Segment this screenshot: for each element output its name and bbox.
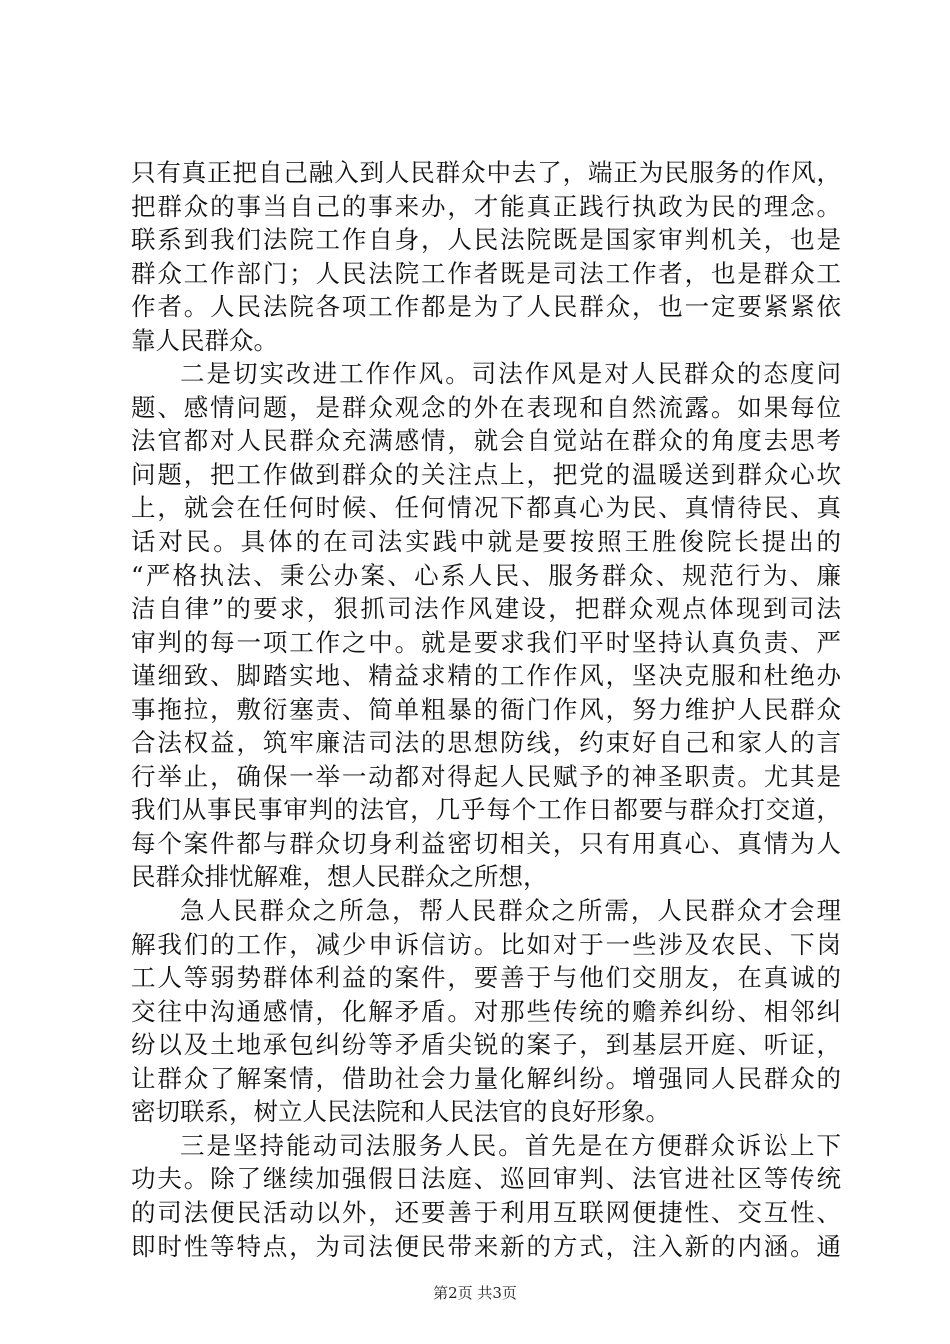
page-footer: 第2页 共3页 — [433, 1284, 517, 1302]
text-line-28: 让群众了解案情，借助社会力量化解纠纷。增强同人民群众的 — [131, 1063, 841, 1093]
text-line-25: 工人等弱势群体利益的案件，要善于与他们交朋友，在真诚的 — [131, 963, 841, 993]
text-line-12: 话对民。具体的在司法实践中就是要按照王胜俊院长提出的 — [131, 527, 841, 557]
text-line-9: 法官都对人民群众充满感情，就会自觉站在群众的角度去思考 — [131, 426, 841, 456]
text-line-27: 纷以及土地承包纠纷等矛盾尖锐的案子，到基层开庭、听证， — [131, 1030, 841, 1060]
text-line-30: 三是坚持能动司法服务人民。首先是在方便群众诉讼上下 — [180, 1130, 841, 1160]
text-line-33: 即时性等特点，为司法便民带来新的方式，注入新的内涵。通 — [131, 1231, 841, 1261]
text-line-24: 解我们的工作，减少申诉信访。比如对于一些涉及农民、下岗 — [131, 929, 841, 959]
text-line-15: 审判的每一项工作之中。就是要求我们平时坚持认真负责、严 — [131, 627, 841, 657]
text-line-11: 上，就会在任何时候、任何情况下都真心为民、真情待民、真 — [131, 493, 841, 523]
text-line-1: 只有真正把自己融入到人民群众中去了，端正为民服务的作风， — [131, 158, 841, 187]
text-line-6: 靠人民群众。 — [131, 325, 278, 355]
text-line-5: 作者。人民法院各项工作都是为了人民群众，也一定要紧紧依 — [131, 292, 841, 322]
text-line-32: 的司法便民活动以外，还要善于利用互联网便捷性、交互性、 — [131, 1197, 841, 1227]
text-line-2: 把群众的事当自己的事来办，才能真正践行执政为民的理念。 — [131, 191, 841, 221]
text-line-3: 联系到我们法院工作自身，人民法院既是国家审判机关，也是 — [131, 225, 841, 255]
text-line-31: 功夫。除了继续加强假日法庭、巡回审判、法官进社区等传统 — [131, 1164, 841, 1194]
text-line-19: 行举止，确保一举一动都对得起人民赋予的神圣职责。尤其是 — [131, 761, 841, 791]
text-line-14: 洁自律”的要求，狠抓司法作风建设，把群众观点体现到司法 — [131, 594, 841, 624]
text-line-7: 二是切实改进工作作风。司法作风是对人民群众的态度问 — [180, 359, 841, 389]
text-line-16: 谨细致、脚踏实地、精益求精的工作作风，坚决克服和杜绝办 — [131, 661, 841, 691]
text-line-13: “严格执法、秉公办案、心系人民、服务群众、规范行为、廉 — [131, 560, 841, 590]
text-line-18: 合法权益，筑牢廉洁司法的思想防线，约束好自己和家人的言 — [131, 728, 841, 758]
text-line-26: 交往中沟通感情，化解矛盾。对那些传统的赡养纠纷、相邻纠 — [131, 996, 841, 1026]
text-line-21: 每个案件都与群众切身利益密切相关，只有用真心、真情为人 — [131, 828, 841, 858]
body-text — [131, 156, 841, 1263]
text-line-8: 题、感情问题，是群众观念的外在表现和自然流露。如果每位 — [131, 392, 841, 422]
text-line-29: 密切联系，树立人民法院和人民法官的良好形象。 — [131, 1097, 670, 1127]
text-line-22: 民群众排忧解难，想人民群众之所想， — [131, 862, 548, 892]
text-line-20: 我们从事民事审判的法官，几乎每个工作日都要与群众打交道， — [131, 795, 841, 825]
text-line-10: 问题，把工作做到群众的关注点上，把党的温暖送到群众心坎 — [131, 459, 841, 489]
text-line-23: 急人民群众之所急，帮人民群众之所需，人民群众才会理 — [180, 896, 841, 926]
text-line-17: 事拖拉，敷衍塞责、简单粗暴的衙门作风，努力维护人民群众 — [131, 694, 841, 724]
text-line-4: 群众工作部门；人民法院工作者既是司法工作者，也是群众工 — [131, 258, 841, 288]
